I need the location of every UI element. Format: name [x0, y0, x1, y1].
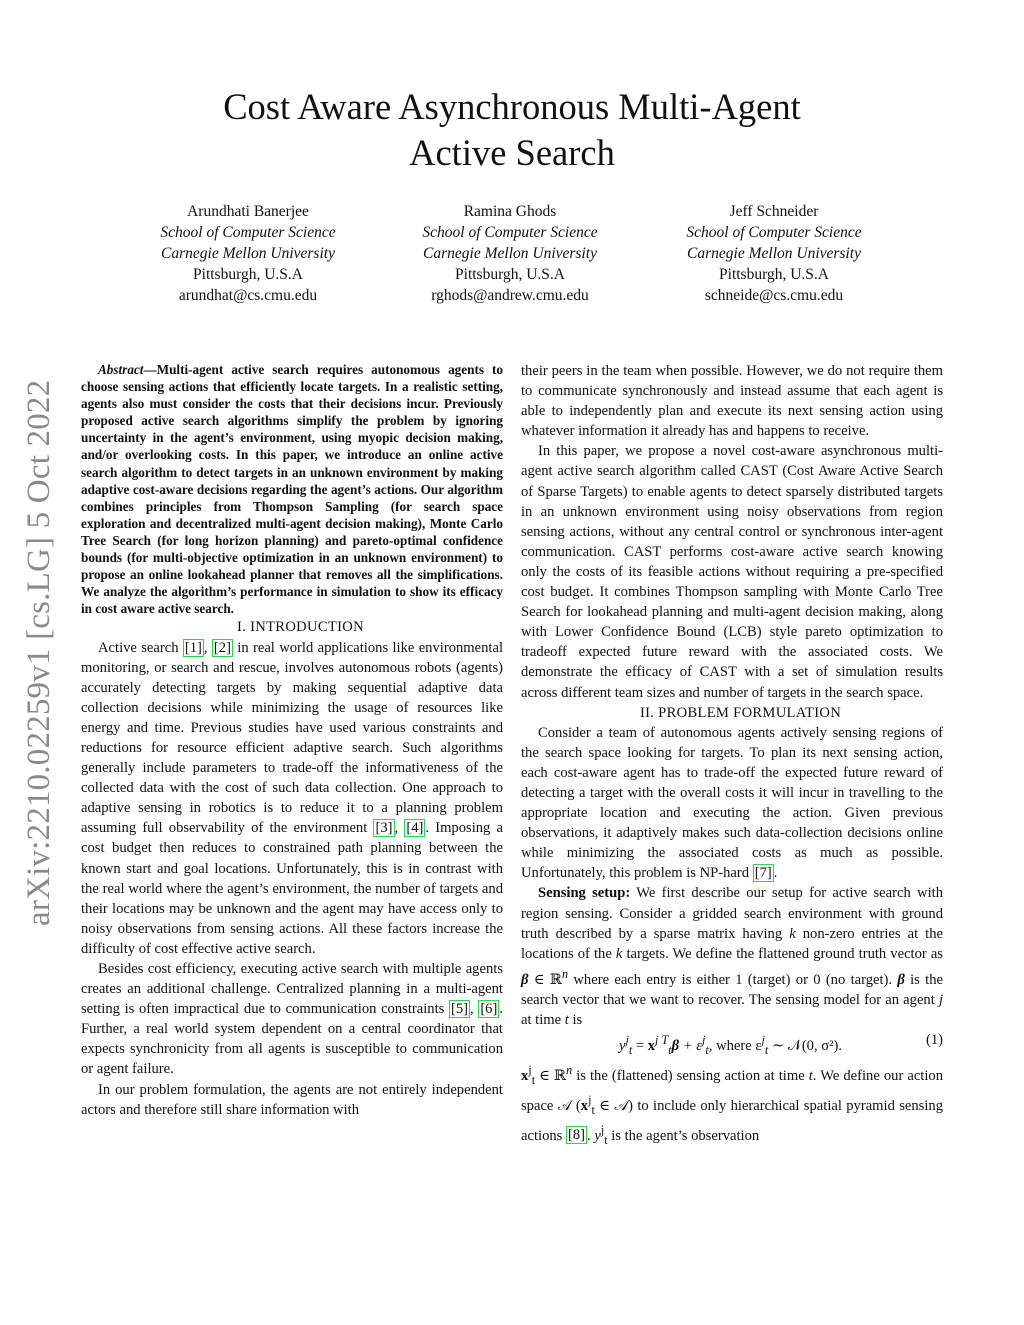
- author-name: Jeff Schneider: [729, 203, 819, 220]
- author-email: schneide@cs.cmu.edu: [704, 287, 844, 304]
- author-city: Pittsburgh, U.S.A: [193, 266, 303, 283]
- title-line-1: Cost Aware Asynchronous Multi-Agent: [223, 86, 801, 127]
- paper-title: [120, 84, 904, 176]
- intro-paragraph-2: Besides cost efficiency, executing active search with multiple agents creates an additional challenge. Centralized planning in a multi-agent setting is often impractical due to communication constraints [5] , [6] . Further, a real world system dependent on a central coordinator that expects synchronicity from all agents is susceptible to communication or agent failure.: [81, 961, 503, 1078]
- left-column: [81, 361, 503, 1120]
- author-block-1: [108, 201, 388, 306]
- intro-paragraph-3-continued: their peers in the team when possible. However, we do not require them to communicate synchronously and instead assume that each agent is able to independently plan and execute its next sensing action using whatever information it already has and happens to receive.: [521, 363, 943, 440]
- abstract-text: —Multi-agent active search requires autonomous agents to choose sensing actions that efficiently locate targets. In a realistic setting, agents also must consider the costs that their decisions incur. Previously proposed active search algorithms simplify the problem by ignoring uncertainty in the agent’s environment, using myopic decision making, and/or overlooking costs. In this paper, we introduce an online active search algorithm to detect targets in an unknown environment by making adaptive cost-aware decisions regarding the agent’s actions. Our algorithm combines principles from Thompson Sampling (for search space exploration and decentralized multi-agent decision making), Monte Carlo Tree Search (for long horizon planning) and pareto-optimal confidence bounds (for multi-objective optimization in an unknown environment) to propose an online lookahead planner that removes all the simplifications. We analyze the algorithm’s performance in simulation to show its efficacy in cost aware active search.: [81, 362, 503, 617]
- equation-1: $y^j_t = x^{j T}_t\beta + \varepsilon^j_t$, where $\varepsilon^j_t$ ∼ 𝒩(0, σ²). (1): [618, 1031, 943, 1057]
- intro-paragraph-1: Active search [1] , [2] in real world applications like environmental monitoring, or search and rescue, involves autonomous robots (agents) accurately detecting targets by making sequential adaptive data collection decisions while minimizing the usage of resources like energy and time. Previous studies have used various constraints and reductions for resource efficient adaptive search. Such algorithms generally include parameters to trade-off the informativeness of the collected data with the cost of such data collection. One approach to adaptive sensing in robotics is to reduce it to a planning problem assuming full observability of the environment [3] , [4] . Imposing a cost budget then reduces to constrained path planning between the known start and goal locations. Unfortunately, this is in contrast with the real world where the agent’s environment, the number of targets and their locations may be unknown and the agent may have access only to noisy observations from sensing actions. All these factors increase the difficulty of cost effective active search.: [81, 639, 504, 957]
- author-block-2: [370, 201, 650, 306]
- citation-link[interactable]: [3]: [375, 820, 393, 837]
- author-city: Pittsburgh, U.S.A: [719, 266, 829, 283]
- section-heading-introduction: I. INTRODUCTION: [237, 619, 364, 636]
- author-dept: School of Computer Science: [422, 224, 598, 241]
- title-line-2: Active Search: [409, 132, 615, 173]
- author-univ: Carnegie Mellon University: [161, 245, 335, 262]
- author-name: Ramina Ghods: [463, 203, 557, 220]
- author-univ: Carnegie Mellon University: [423, 245, 597, 262]
- author-name: Arundhati Banerjee: [187, 203, 309, 220]
- equation-number: (1): [925, 1031, 943, 1048]
- citation-link[interactable]: [5]: [450, 1001, 468, 1018]
- author-dept: School of Computer Science: [686, 224, 862, 241]
- abstract-label: Abstract: [98, 362, 144, 377]
- problem-paragraph-1: Consider a team of autonomous agents actively sensing regions of the search space looking for targets. To plan its next sensing action, each cost-aware agent has to trade-off the expected future reward of detecting a target with the overall costs it will incur in travelling to the appropriate location and executing the action. Given previous observations, it adaptively makes such data-collection decisions online while minimizing the associated costs as much as possible. Unfortunately, this problem is NP-hard [7] .: [521, 724, 943, 882]
- citation-link[interactable]: [1]: [184, 639, 202, 656]
- author-dept: School of Computer Science: [160, 224, 336, 241]
- abstract: [81, 361, 503, 617]
- intro-paragraph-3-start: In our problem formulation, the agents are not entirely independent actors and therefore still share information with: [81, 1081, 503, 1118]
- sensing-setup-label: Sensing setup:: [538, 885, 631, 902]
- section-heading-problem-formulation: II. PROBLEM FORMULATION: [639, 704, 842, 721]
- author-city: Pittsburgh, U.S.A: [455, 266, 565, 283]
- arxiv-identifier[interactable]: arXiv:2210.02259v1 [cs.LG] 5 Oct 2022: [21, 379, 57, 926]
- author-block-3: [634, 201, 914, 306]
- intro-paragraph-4: In this paper, we propose a novel cost-aware asynchronous multi-agent active search algorithm called CAST (Cost Aware Active Search of Sparse Targets) to enable agents to detect sparsely distributed targets in an unknown environment using noisy observations from region sensing actions, without any central control or synchronous inter-agent communication. CAST performs cost-aware active search knowing only the costs of its feasible actions without requiring a pre-specified cost budget. It combines Thompson sampling with Monte Carlo Tree Search for lookahead planning and multi-agent decision making, along with Lower Confidence Bound (LCB) style pareto optimization to tradeoff expected future reward with the associated costs. We demonstrate the efficacy of CAST with a set of simulation results across different team sizes and number of targets in the search space.: [521, 443, 943, 701]
- citation-link[interactable]: [7]: [754, 865, 772, 882]
- citation-link[interactable]: [8]: [568, 1127, 586, 1144]
- author-univ: Carnegie Mellon University: [687, 245, 861, 262]
- right-column: [521, 361, 943, 1149]
- author-email: arundhat@cs.cmu.edu: [178, 287, 318, 304]
- sensing-setup-paragraph: Sensing setup: We first describe our setup for active search with region sensing. Consider a gridded search environment with ground truth described by a sparse matrix having k non-zero entries at the locations of the k targets. We define the flattened ground truth vector as β ∈ ℝ$^n$ where each entry is either 1 (target) or 0 (no target). β is the search vector that we want to recover. The sensing model for an agent j at time t is: [521, 885, 944, 1028]
- citation-link[interactable]: [4]: [406, 820, 424, 837]
- post-equation-paragraph: $x^j_t$ ∈ ℝ$^n$ is the (flattened) sensing action at time t. We define our action space 𝒜 ($x^j_t$ ∈ 𝒜) to include only hierarchical spatial pyramid sensing actions [8] . $y^j_t$ is the agent’s observation: [521, 1062, 943, 1147]
- author-email: rghods@andrew.cmu.edu: [431, 287, 589, 304]
- citation-link[interactable]: [2]: [213, 639, 231, 656]
- citation-link[interactable]: [6]: [480, 1001, 498, 1018]
